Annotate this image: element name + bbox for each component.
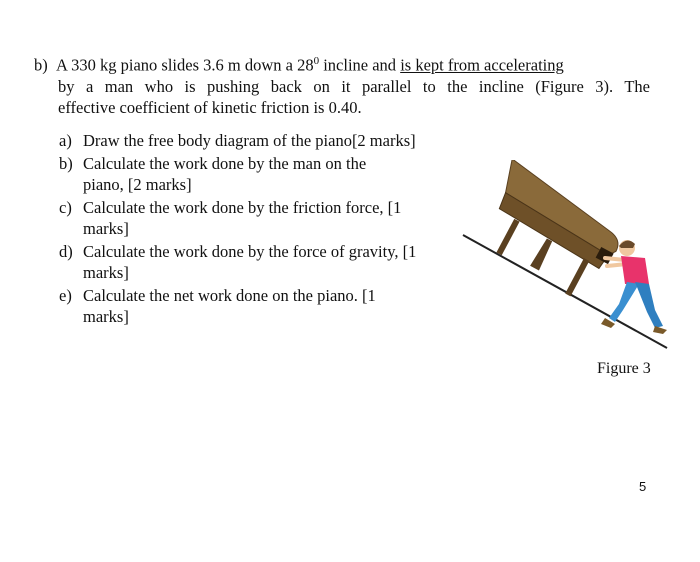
subquestion-marker: c) xyxy=(59,198,72,217)
subquestion-item xyxy=(59,153,389,195)
man-shirt xyxy=(621,256,649,284)
subquestion-text: Calculate the work done by the friction force, [1 marks] xyxy=(83,198,402,238)
subquestion-text: Calculate the net work done on the piano. [1 marks] xyxy=(83,286,376,326)
problem-line-1 xyxy=(34,51,650,76)
incline-surface xyxy=(463,235,667,348)
page-number: 5 xyxy=(639,479,647,494)
subquestion-list xyxy=(59,130,459,329)
man-jeans-left xyxy=(609,282,639,322)
subquestion-item xyxy=(59,285,409,327)
subquestion-text: Calculate the work done by the man on the piano, [2 marks] xyxy=(83,154,367,194)
degree-superscript: 0 xyxy=(313,55,320,67)
piano-incline-figure xyxy=(455,160,675,350)
problem-statement xyxy=(34,51,650,118)
problem-label: b) xyxy=(34,55,48,75)
subquestion-item xyxy=(59,197,444,239)
man-hair xyxy=(619,240,635,248)
subquestion-text: Draw the free body diagram of the piano[2 marks] xyxy=(83,131,416,150)
problem-text-part1: A 330 kg piano slides 3.6 m down a 28 xyxy=(56,55,314,75)
subquestion-marker: a) xyxy=(59,131,72,150)
piano-leg xyxy=(496,219,519,255)
piano-leg xyxy=(565,258,589,296)
subquestion-item xyxy=(59,241,444,283)
subquestion-item xyxy=(59,130,459,151)
subquestion-marker: e) xyxy=(59,286,72,305)
underlined-phrase: is kept from accelerating xyxy=(400,55,564,75)
problem-text-part2: incline and xyxy=(319,55,401,75)
subquestion-marker: b) xyxy=(59,154,73,173)
problem-line-2: by a man who is pushing back on it parallel to the incline (Figure 3). The xyxy=(58,76,650,96)
piano-pedal-lyre xyxy=(530,238,554,271)
figure-caption: Figure 3 xyxy=(597,360,651,377)
subquestion-marker: d) xyxy=(59,242,73,261)
problem-line-3: effective coefficient of kinetic friction is 0.40. xyxy=(58,97,362,117)
subquestion-text: Calculate the work done by the force of gravity, [1 marks] xyxy=(83,242,417,282)
man-jeans-right xyxy=(635,282,663,328)
